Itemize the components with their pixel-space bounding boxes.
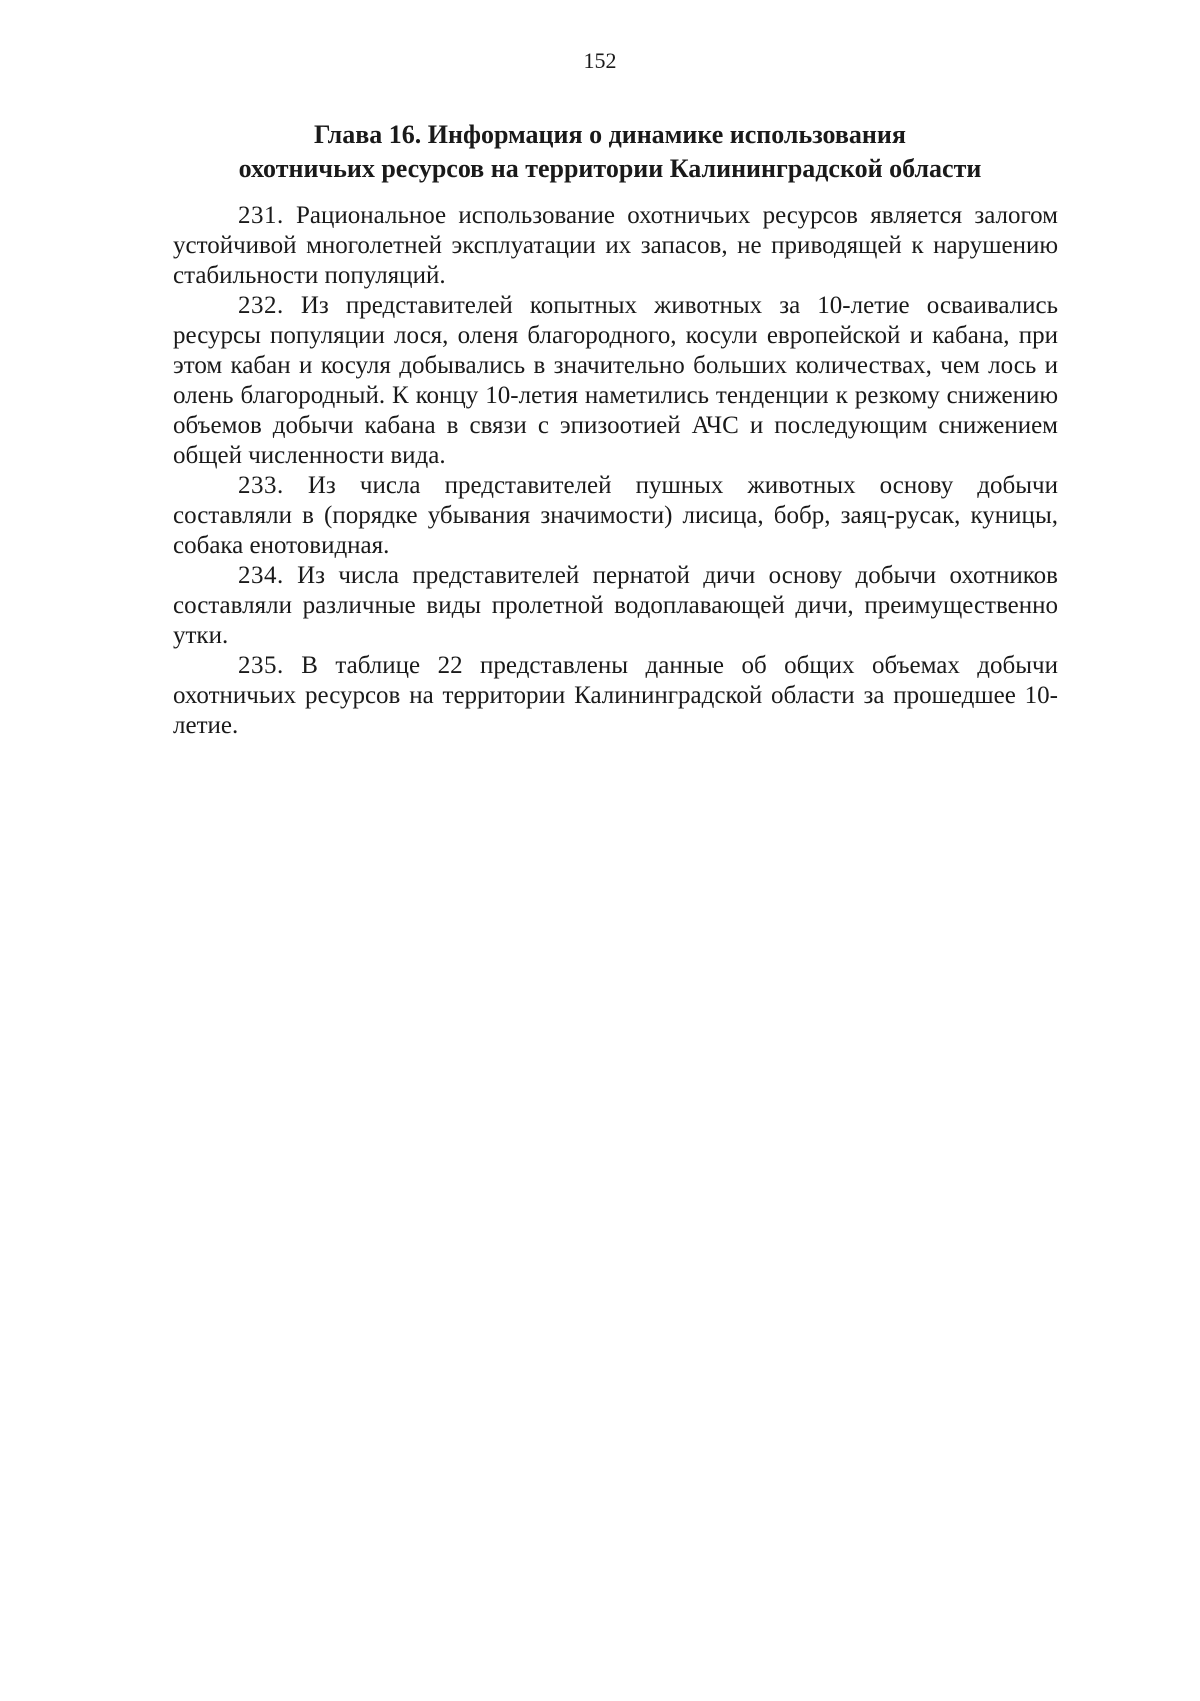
paragraph-text: Из числа представителей пушных животных основу добычи составляли в (порядке убывания значимости) лисица, бобр, заяц-русак, куницы, собака енотовидная. — [173, 472, 1058, 559]
paragraph-number: 231. — [238, 202, 284, 229]
paragraph-232 — [173, 291, 1058, 471]
chapter-title-line-1: Глава 16. Информация о динамике использования — [314, 120, 906, 149]
paragraph-231 — [173, 201, 1058, 291]
paragraph-text: Из представителей копытных животных за 10-летие осваивались ресурсы популяции лося, оленя благородного, косули европейской и кабана, при этом кабан и косуля добывались в значительно больших количествах, чем лось и олень благородный. К концу 10-летия наметились тенденции к резкому снижению объемов добычи кабана в связи с эпизоотией АЧС и последующим снижением общей численности вида. — [173, 292, 1059, 469]
paragraph-number: 233. — [238, 472, 284, 499]
paragraph-233 — [173, 471, 1058, 561]
body-text — [173, 201, 1058, 741]
chapter-title-line-2: охотничьих ресурсов на территории Калининградской области — [238, 154, 982, 183]
chapter-title — [160, 118, 1060, 186]
paragraph-number: 234. — [238, 562, 284, 589]
paragraph-number: 232. — [238, 292, 284, 319]
paragraph-text: В таблице 22 представлены данные об общих объемах добычи охотничьих ресурсов на территории Калининградской области за прошедшее 10-летие. — [173, 652, 1058, 739]
paragraph-234 — [173, 561, 1058, 651]
paragraph-text: Из числа представителей пернатой дичи основу добычи охотников составляли различные виды пролетной водоплавающей дичи, преимущественно утки. — [173, 562, 1058, 649]
paragraph-text: Рациональное использование охотничьих ресурсов является залогом устойчивой многолетней эксплуатации их запасов, не приводящей к нарушению стабильности популяций. — [173, 202, 1059, 289]
paragraph-number: 235. — [238, 652, 284, 679]
paragraph-235 — [173, 651, 1058, 741]
page-number: 152 — [583, 48, 617, 73]
